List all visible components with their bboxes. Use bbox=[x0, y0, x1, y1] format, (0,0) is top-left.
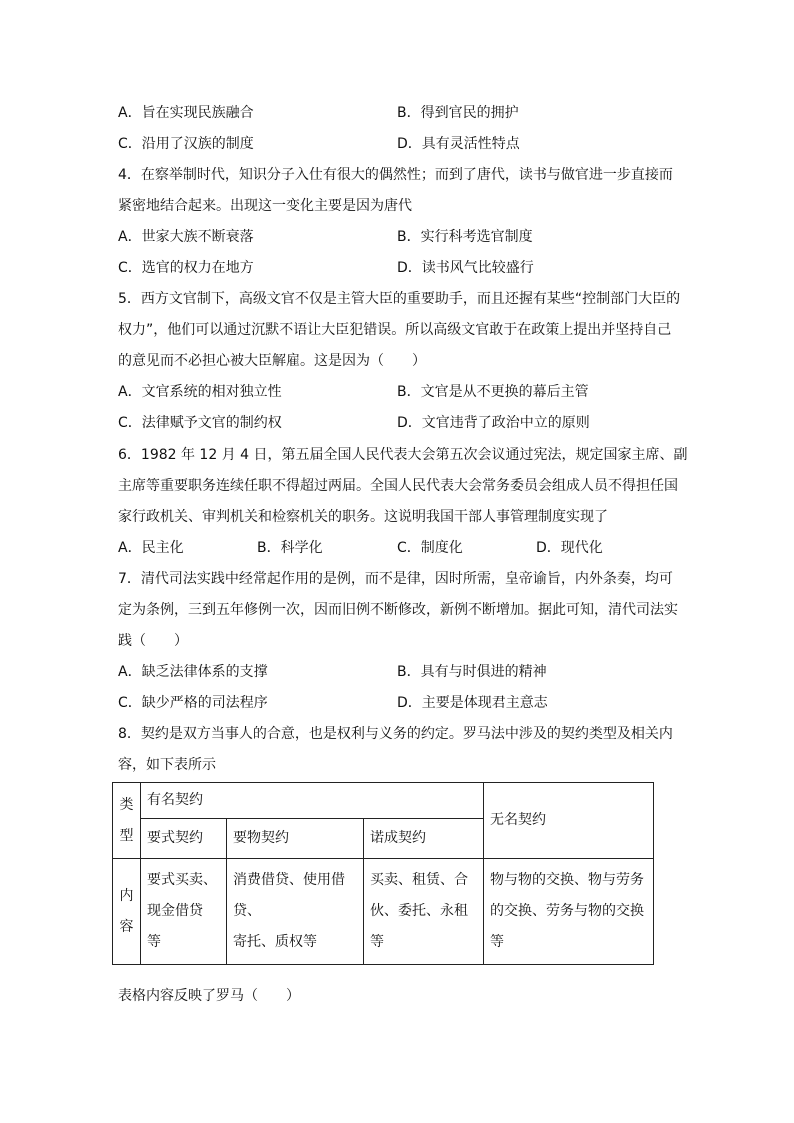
q8-question-line: 表格内容反映了罗马（ ） bbox=[118, 988, 300, 1004]
q3-option-a: A．旨在实现民族融合 bbox=[118, 105, 254, 121]
q6-stem-line-2: 主席等重要职务连续任职不得超过两届。全国人民代表大会常务委员会组成人员不得担任国 bbox=[118, 478, 678, 494]
q6-option-b: B．科学化 bbox=[257, 540, 323, 556]
q6-option-d: D．现代化 bbox=[536, 540, 603, 556]
q3-option-d: D．具有灵活性特点 bbox=[397, 136, 520, 152]
consensual-contract-content: 买卖、租赁、合 伙、委托、永租 等 bbox=[364, 859, 484, 965]
q5-option-a: A．文官系统的相对独立性 bbox=[118, 384, 282, 400]
q4-stem-line-1: 4．在察举制时代，知识分子入仕有很大的偶然性；而到了唐代，读书与做官进一步直接而 bbox=[118, 167, 673, 183]
type-header-cell: 类 型 bbox=[113, 783, 141, 859]
q8-stem-line-2: 容，如下表所示 bbox=[118, 757, 216, 773]
table-row bbox=[113, 783, 654, 819]
q6-option-c: C．制度化 bbox=[397, 540, 463, 556]
formal-contract-header: 要式契约 bbox=[141, 819, 227, 859]
table-row bbox=[113, 859, 654, 965]
q7-option-c: C．缺少严格的司法程序 bbox=[118, 695, 268, 711]
unnamed-contract-header: 无名契约 bbox=[484, 783, 654, 859]
q4-option-b: B．实行科考选官制度 bbox=[397, 229, 533, 245]
q5-option-b: B．文官是从不更换的幕后主管 bbox=[397, 384, 589, 400]
q5-stem-line-2: 权力”，他们可以通过沉默不语让大臣犯错误。所以高级文官敢于在政策上提出并坚持自己 bbox=[118, 322, 672, 338]
q5-stem-line-1: 5．西方文官制下，高级文官不仅是主管大臣的重要助手，而且还握有某些“控制部门大臣的 bbox=[118, 291, 681, 307]
q4-option-d: D．读书风气比较盛行 bbox=[397, 260, 534, 276]
contract-types-table bbox=[112, 782, 654, 965]
q6-option-a: A．民主化 bbox=[118, 540, 184, 556]
q5-option-c: C．法律赋予文官的制约权 bbox=[118, 415, 282, 431]
q4-option-a: A．世家大族不断衰落 bbox=[118, 229, 254, 245]
real-contract-content: 消费借贷、使用借贷、 寄托、质权等 bbox=[227, 859, 364, 965]
named-contract-header: 有名契约 bbox=[141, 783, 484, 819]
q6-stem-line-3: 家行政机关、审判机关和检察机关的职务。这说明我国干部人事管理制度实现了 bbox=[118, 509, 608, 525]
real-contract-header: 要物契约 bbox=[227, 819, 364, 859]
unnamed-contract-content: 物与物的交换、物与劳务 的交换、劳务与物的交换 等 bbox=[484, 859, 654, 965]
q3-option-c: C．沿用了汉族的制度 bbox=[118, 136, 254, 152]
q7-stem-line-3: 践（ ） bbox=[118, 633, 188, 649]
formal-contract-content: 要式买卖、 现金借贷 等 bbox=[141, 859, 227, 965]
q3-option-b: B．得到官民的拥护 bbox=[397, 105, 519, 121]
q4-option-c: C．选官的权力在地方 bbox=[118, 260, 254, 276]
q4-stem-line-2: 紧密地结合起来。出现这一变化主要是因为唐代 bbox=[118, 198, 412, 214]
q6-stem-line-1: 6．1982 年 12 月 4 日，第五届全国人民代表大会第五次会议通过宪法，规定国家主席、副 bbox=[118, 447, 688, 463]
consensual-contract-header: 诺成契约 bbox=[364, 819, 484, 859]
q7-stem-line-1: 7．清代司法实践中经常起作用的是例，而不是律，因时所需，皇帝谕旨，内外条奏，均可 bbox=[118, 571, 673, 587]
q7-option-d: D．主要是体现君主意志 bbox=[397, 695, 548, 711]
q5-option-d: D．文官违背了政治中立的原则 bbox=[397, 415, 590, 431]
content-header-cell: 内 容 bbox=[113, 859, 141, 965]
q8-stem-line-1: 8．契约是双方当事人的合意，也是权利与义务的约定。罗马法中涉及的契约类型及相关内 bbox=[118, 726, 673, 742]
q7-option-b: B．具有与时俱进的精神 bbox=[397, 664, 547, 680]
q7-stem-line-2: 定为条例，三到五年修例一次，因而旧例不断修改，新例不断增加。据此可知，清代司法实 bbox=[118, 602, 678, 618]
q5-stem-line-3: 的意见而不必担心被大臣解雇。这是因为（ ） bbox=[118, 353, 426, 369]
q7-option-a: A．缺乏法律体系的支撑 bbox=[118, 664, 268, 680]
